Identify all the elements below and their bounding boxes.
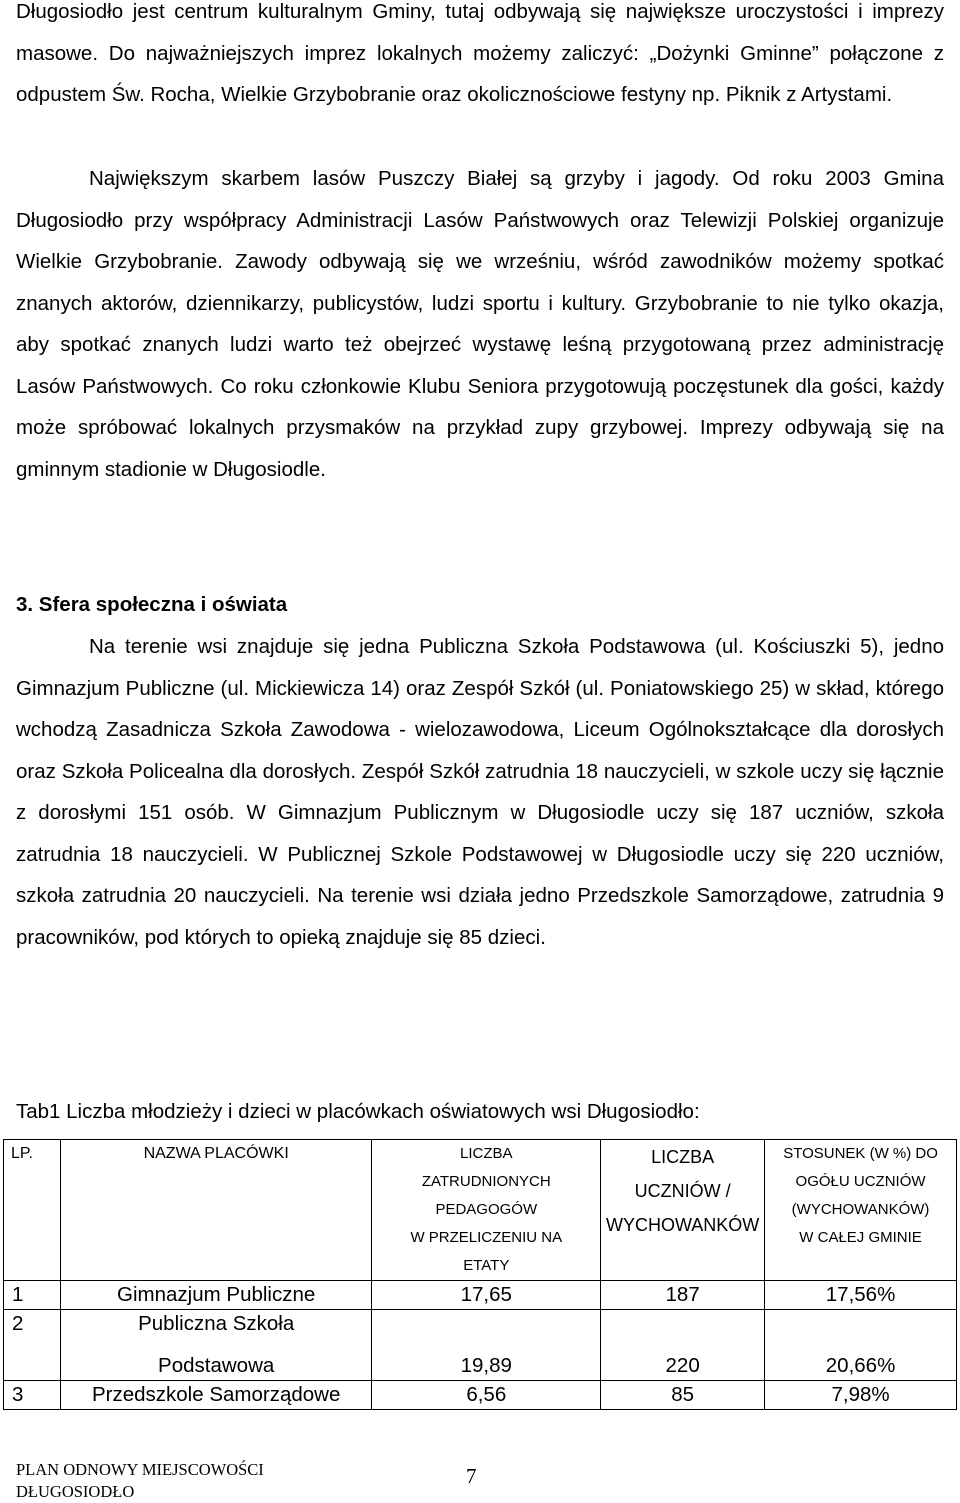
cell-name: Gimnazjum Publiczne — [60, 1281, 372, 1310]
cell-lp: 2 — [4, 1310, 61, 1381]
header-pupils: LICZBA UCZNIÓW / WYCHOWANKÓW — [601, 1140, 765, 1281]
table-row — [4, 1381, 957, 1410]
cell-staff: 19,89 — [372, 1310, 601, 1381]
paragraph-education — [16, 626, 944, 958]
header-share: STOSUNEK (W %) DO OGÓŁU UCZNIÓW (WYCHOWANKÓW) W CAŁEJ GMINIE — [765, 1140, 957, 1281]
table-header-row — [4, 1140, 957, 1281]
header-name: NAZWA PLACÓWKI — [60, 1140, 372, 1281]
table-row — [4, 1310, 957, 1381]
footer-line: DŁUGOSIODŁO — [16, 1482, 135, 1501]
cell-lp: 1 — [4, 1281, 61, 1310]
footer-title — [16, 1459, 264, 1503]
page-number: 7 — [466, 1464, 477, 1488]
section-heading: 3. Sfera społeczna i oświata — [16, 593, 288, 616]
cell-share: 20,66% — [765, 1310, 957, 1381]
cell-name: Publiczna Szkoła Podstawowa — [60, 1310, 372, 1381]
cell-pupils: 220 — [601, 1310, 765, 1381]
cell-pupils: 187 — [601, 1281, 765, 1310]
cell-share: 17,56% — [765, 1281, 957, 1310]
header-lp: LP. — [4, 1140, 61, 1281]
paragraph-culture — [16, 0, 944, 116]
cell-lp: 3 — [4, 1381, 61, 1410]
paragraph-text: Największym skarbem lasów Puszczy Białej są grzyby i jagody. Od roku 2003 Gmina Długosiodło przy współpracy Administracji Lasów Państwowych oraz Telewizji Polskiej organizuje Wielkie Grzybobranie. Zawody odbywają się we wrześniu, wśród zawodników możemy spotkać znanych aktorów, dziennikarzy, publicystów, ludzi sportu i kultury. Grzybobranie to nie tylko okazja, aby spotkać znanych ludzi warto też obejrzeć wystawę leśną przygotowaną przez administrację Lasów Państwowych. Co roku członkowie Klubu Seniora przygotowują poczęstunek dla gości, każdy może spróbować lokalnych przysmaków na przykład zupy grzybowej. Imprezy odbywają się na gminnym stadionie w Długosiodle. — [16, 167, 944, 481]
footer-line: PLAN ODNOWY MIEJSCOWOŚCI — [16, 1460, 264, 1479]
cell-share: 7,98% — [765, 1381, 957, 1410]
cell-name: Przedszkole Samorządowe — [60, 1381, 372, 1410]
cell-staff: 17,65 — [372, 1281, 601, 1310]
table-caption: Tab1 Liczba młodzieży i dzieci w placówkach oświatowych wsi Długosiodło: — [16, 1100, 700, 1123]
schools-table — [3, 1139, 957, 1410]
paragraph-mushroom-picking — [16, 158, 944, 490]
cell-pupils: 85 — [601, 1381, 765, 1410]
cell-staff: 6,56 — [372, 1381, 601, 1410]
table-row — [4, 1281, 957, 1310]
header-staff: LICZBA ZATRUDNIONYCH PEDAGOGÓW W PRZELICZENIU NA ETATY — [372, 1140, 601, 1281]
paragraph-text: Na terenie wsi znajduje się jedna Publiczna Szkoła Podstawowa (ul. Kościuszki 5), jedno Gimnazjum Publiczne (ul. Mickiewicza 14) oraz Zespół Szkół (ul. Poniatowskiego 25) w skład, którego wchodzą Zasadnicza Szkoła Zawodowa - wielozawodowa, Liceum Ogólnokształcące dla dorosłych oraz Szkoła Policealna dla dorosłych. Zespół Szkół zatrudnia 18 nauczycieli, w szkole uczy się łącznie z dorosłymi 151 osób. W Gimnazjum Publicznym w Długosiodle uczy się 187 uczniów, szkoła zatrudnia 18 nauczycieli. W Publicznej Szkole Podstawowej w Długosiodle uczy się 220 uczniów, szkoła zatrudnia 20 nauczycieli. Na terenie wsi działa jedno Przedszkole Samorządowe, zatrudnia 9 pracowników, pod których to opieką znajduje się 85 dzieci. — [16, 635, 944, 949]
paragraph-text: Długosiodło jest centrum kulturalnym Gminy, tutaj odbywają się największe uroczystości i imprezy masowe. Do najważniejszych imprez lokalnych możemy zaliczyć: „Dożynki Gminne” połączone z odpustem Św. Rocha, Wielkie Grzybobranie oraz okolicznościowe festyny np. Piknik z Artystami. — [16, 0, 944, 106]
